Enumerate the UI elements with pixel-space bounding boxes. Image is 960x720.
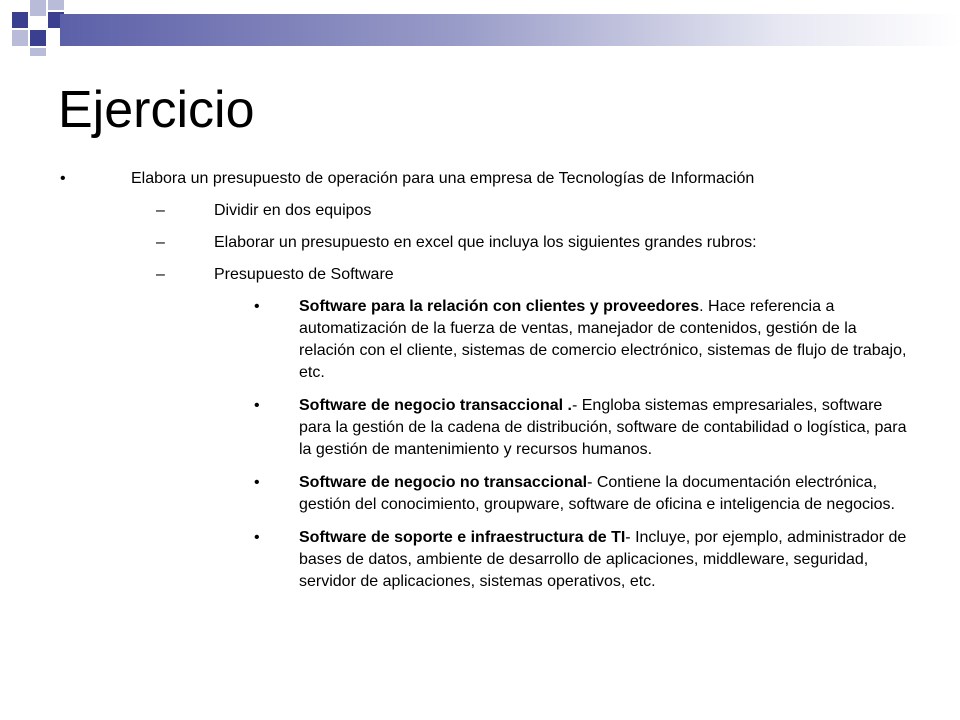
bullet-dot: •: [254, 397, 260, 414]
bullet-item-level3: [0, 527, 960, 593]
item-text: Dividir en dos equipos: [214, 202, 372, 219]
bullet-item-level3: [0, 395, 960, 461]
decor-square-light-1: [30, 0, 46, 16]
item-text: - Contiene la documentación electrónica, gestión del conocimiento, groupware, software de oficina e inteligencia de negocios.: [299, 474, 895, 513]
bullet-dash: –: [156, 202, 165, 219]
item-text: Elabora un presupuesto de operación para una empresa de Tecnologías de Información: [131, 170, 755, 187]
header-gradient-bar: [60, 14, 960, 46]
bullet-dash: –: [156, 234, 165, 251]
bullet-dot: •: [254, 298, 260, 315]
item-text: . Hace referencia a automatización de la fuerza de ventas, manejador de contenidos, gestión de la relación con el cliente, sistemas de comercio electrónico, sistemas de flujo de trabajo, etc.: [299, 298, 907, 381]
item-bold-lead: Software de negocio transaccional .: [299, 397, 572, 414]
item-bold-lead: Software de soporte e infraestructura de TI: [299, 529, 626, 546]
item-text: Elaborar un presupuesto en excel que incluya los siguientes grandes rubros:: [214, 234, 757, 251]
bullet-item-level2: [0, 264, 960, 285]
decor-square-light-3: [48, 0, 64, 10]
bullet-item-level1: [0, 168, 960, 189]
slide-body: [0, 168, 960, 604]
bullet-item-level2: [0, 232, 960, 253]
slide-title: Ejercicio: [58, 81, 255, 139]
item-text: - Incluye, por ejemplo, administrador de bases de datos, ambiente de desarrollo de aplicaciones, middleware, seguridad, servidor de aplicaciones, sistemas operativos, etc.: [299, 529, 907, 590]
bullet-item-level2: [0, 200, 960, 221]
item-text: - Engloba sistemas empresariales, software para la gestión de la cadena de distribución, software de contabilidad o logística, para la gestión de mantenimiento y recursos humanos.: [299, 397, 907, 458]
item-bold-lead: Software de negocio no transaccional: [299, 474, 588, 491]
decor-square-light-2: [12, 30, 28, 46]
bullet-item-level3: [0, 472, 960, 516]
item-text: Presupuesto de Software: [214, 266, 394, 283]
bullet-dash: –: [156, 266, 165, 283]
bullet-item-level3: [0, 296, 960, 384]
bullet-dot: •: [254, 529, 260, 546]
header-decoration: [0, 0, 960, 60]
decor-square-light-4: [30, 48, 46, 56]
bullet-dot: •: [60, 170, 66, 187]
decor-square-dark-1: [12, 12, 28, 28]
bullet-dot: •: [254, 474, 260, 491]
item-bold-lead: Software para la relación con clientes y proveedores: [299, 298, 700, 315]
decor-square-dark-2: [30, 30, 46, 46]
